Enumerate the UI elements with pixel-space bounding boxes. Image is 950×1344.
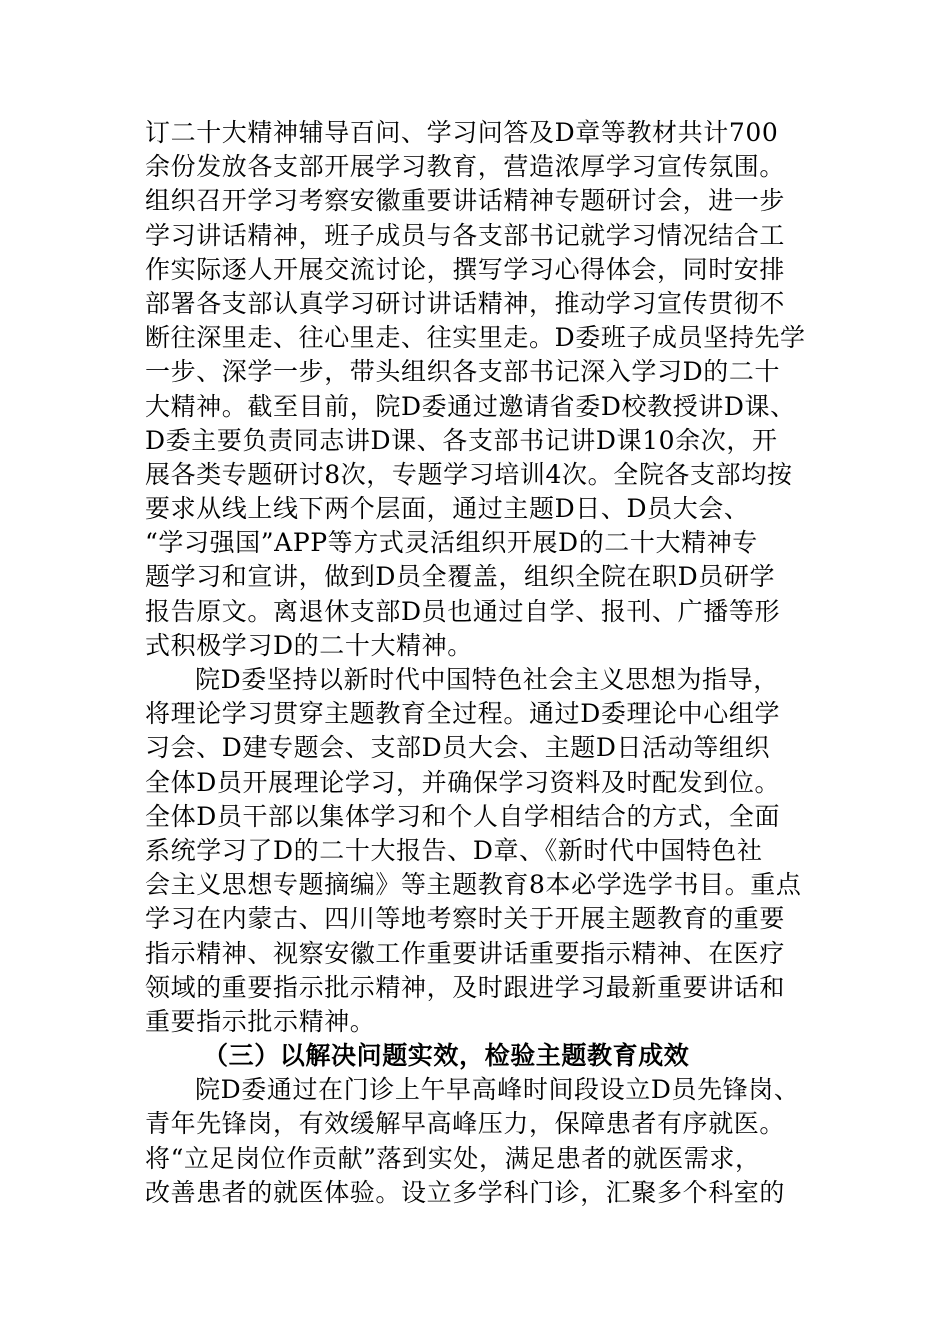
text-line: 要求从线上线下两个层面，通过主题D日、D员大会、 (145, 494, 750, 524)
text-line: 作实际逐人开展交流讨论，撰写学习心得体会，同时安排 (145, 254, 786, 284)
text-line: 部署各支部认真学习研讨讲话精神，推动学习宣传贯彻不 (145, 288, 786, 318)
text-line: 重要指示批示精神。 (145, 1006, 376, 1036)
text-line: 断往深里走、往心里走、往实里走。D委班子成员坚持先学 (145, 323, 806, 353)
text-line: 大精神。截至目前，院D委通过邀请省委D校教授讲D课、 (145, 391, 796, 421)
paragraph-start-line: 院D委通过在门诊上午早高峰时间段设立D员先锋岗、 (195, 1075, 800, 1105)
text-line: 余份发放各支部开展学习教育，营造浓厚学习宣传氛围。 (145, 152, 786, 182)
text-line: 习会、D建专题会、支部D员大会、主题D日活动等组织 (145, 733, 771, 763)
text-line: 指示精神、视察安徽工作重要讲话重要指示精神、在医疗 (145, 938, 786, 968)
text-line: 全体D员开展理论学习，并确保学习资料及时配发到位。 (145, 767, 781, 797)
text-line: 将“立足岗位作贡献”落到实处，满足患者的就医需求， (145, 1143, 761, 1173)
text-line: 组织召开学习考察安徽重要讲话精神专题研讨会，进一步 (145, 186, 786, 216)
text-line: 报告原文。离退休支部D员也通过自学、报刊、广播等形 (145, 596, 781, 626)
text-line: 会主义思想专题摘编》等主题教育8本必学选学书目。重点 (145, 870, 802, 900)
text-line: 系统学习了D的二十大报告、D章、《新时代中国特色社 (145, 835, 763, 865)
text-line: 学习在内蒙古、四川等地考察时关于开展主题教育的重要 (145, 904, 786, 934)
text-line: D委主要负责同志讲D课、各支部书记讲D课10余次，开 (145, 425, 778, 455)
text-line: 学习讲话精神，班子成员与各支部书记就学习情况结合工 (145, 220, 786, 250)
text-line: 青年先锋岗，有效缓解早高峰压力，保障患者有序就医。 (145, 1109, 786, 1139)
text-line: 领域的重要指示批示精神，及时跟进学习最新重要讲话和 (145, 972, 786, 1002)
text-line: 式积极学习D的二十大精神。 (145, 630, 473, 660)
paragraph-start-line: 院D委坚持以新时代中国特色社会主义思想为指导， (195, 665, 779, 694)
text-line: “学习强国”APP等方式灵活组织开展D的二十大精神专 (145, 528, 758, 558)
section-heading: （三）以解决问题实效，检验主题教育成效 (203, 1041, 690, 1071)
text-line: 题学习和宣讲，做到D员全覆盖，组织全院在职D员研学 (145, 562, 776, 592)
text-line: 订二十大精神辅导百问、学习问答及D章等教材共计700 (145, 118, 779, 147)
text-line: 将理论学习贯穿主题教育全过程。通过D委理论中心组学 (145, 699, 781, 729)
text-line: 全体D员干部以集体学习和个人自学相结合的方式，全面 (145, 801, 781, 831)
text-line: 一步、深学一步，带头组织各支部书记深入学习D的二十 (145, 357, 781, 387)
text-line: 展各类专题研讨8次，专题学习培训4次。全院各支部均按 (145, 459, 793, 489)
text-line: 改善患者的就医体验。设立多学科门诊，汇聚多个科室的 (145, 1177, 786, 1207)
document-body (145, 116, 810, 1210)
